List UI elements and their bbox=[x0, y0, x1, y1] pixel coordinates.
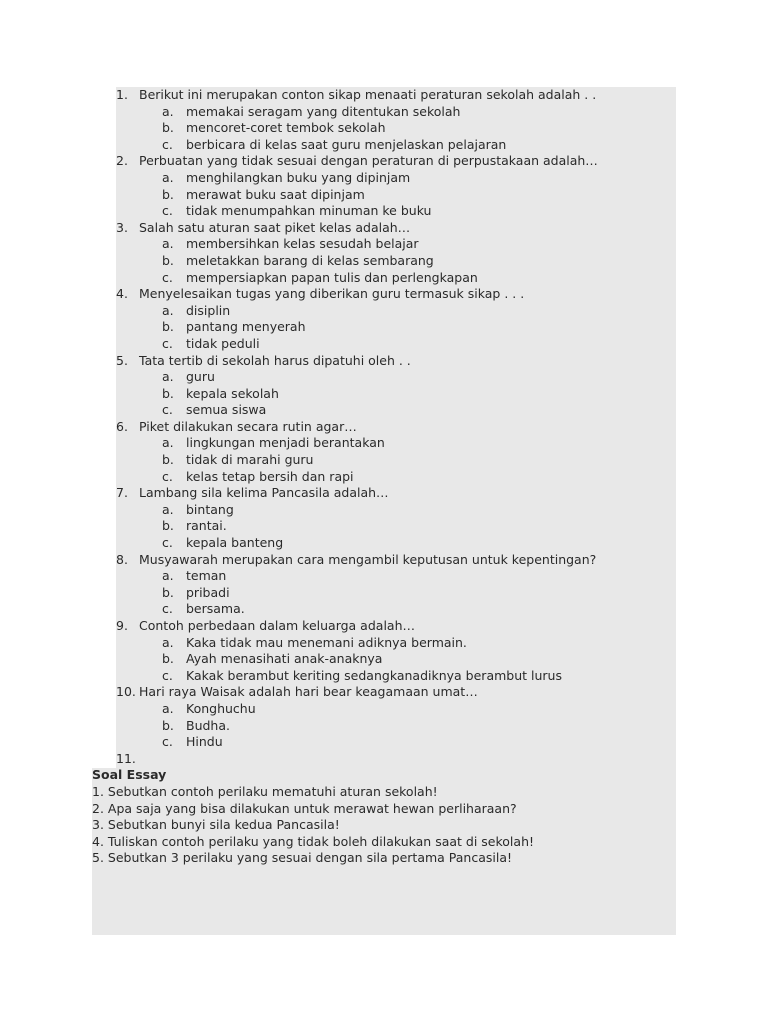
option-letter: a. bbox=[162, 634, 174, 650]
question-number: 9. bbox=[116, 618, 128, 633]
option-line bbox=[0, 452, 768, 469]
option-line bbox=[0, 535, 768, 552]
option-letter: b. bbox=[162, 717, 174, 733]
option-text: meletakkan barang di kelas sembarang bbox=[186, 252, 434, 268]
option-letter: b. bbox=[162, 120, 174, 136]
question-number: 10. bbox=[116, 684, 136, 700]
essay-question-line bbox=[0, 784, 768, 801]
essay-question: 2. Apa saja yang bisa dilakukan untuk merawat hewan perliharaan? bbox=[92, 800, 517, 816]
option-letter: b. bbox=[162, 319, 174, 335]
question-number: 3. bbox=[116, 219, 128, 235]
option-line bbox=[0, 319, 768, 336]
question-number: 8. bbox=[116, 551, 128, 567]
option-text: kelas tetap bersih dan rapi bbox=[186, 468, 354, 484]
option-line bbox=[0, 270, 768, 287]
document-body bbox=[0, 87, 768, 867]
option-letter: a. bbox=[162, 169, 174, 185]
option-text: Ayah menasihati anak-anaknya bbox=[186, 651, 383, 667]
option-text: tidak di marahi guru bbox=[186, 452, 314, 468]
option-letter: c. bbox=[162, 402, 173, 418]
option-letter: c. bbox=[162, 136, 173, 152]
question-number: 4. bbox=[116, 286, 128, 302]
option-text: mencoret-coret tembok sekolah bbox=[186, 120, 386, 136]
option-line bbox=[0, 585, 768, 602]
option-line bbox=[0, 187, 768, 204]
option-line bbox=[0, 170, 768, 187]
option-text: semua siswa bbox=[186, 402, 267, 418]
question-text: Menyelesaikan tugas yang diberikan guru termasuk sikap . . . bbox=[139, 286, 525, 302]
option-letter: b. bbox=[162, 186, 174, 202]
option-line bbox=[0, 137, 768, 154]
question-text: Lambang sila kelima Pancasila adalah… bbox=[139, 485, 389, 501]
option-letter: c. bbox=[162, 335, 173, 351]
option-line bbox=[0, 668, 768, 685]
option-text: tidak peduli bbox=[186, 335, 260, 351]
option-line bbox=[0, 502, 768, 519]
option-letter: c. bbox=[162, 269, 173, 285]
option-letter: b. bbox=[162, 252, 174, 268]
option-letter: b. bbox=[162, 518, 174, 534]
essay-title: Soal Essay bbox=[92, 767, 167, 783]
option-letter: b. bbox=[162, 385, 174, 401]
question-line bbox=[0, 419, 768, 436]
question-line bbox=[0, 485, 768, 502]
option-letter: c. bbox=[162, 734, 173, 750]
option-line bbox=[0, 734, 768, 751]
option-text: berbicara di kelas saat guru menjelaskan pelajaran bbox=[186, 136, 507, 152]
essay-question-line bbox=[0, 850, 768, 867]
option-text: teman bbox=[186, 568, 227, 584]
option-letter: a. bbox=[162, 700, 174, 716]
question-line bbox=[0, 684, 768, 701]
option-line bbox=[0, 469, 768, 486]
option-letter: a. bbox=[162, 236, 174, 252]
option-line bbox=[0, 601, 768, 618]
question-line bbox=[0, 353, 768, 370]
question-text: Musyawarah merupakan cara mengambil keputusan untuk kepentingan? bbox=[139, 551, 597, 567]
option-line bbox=[0, 120, 768, 137]
option-text: memakai seragam yang ditentukan sekolah bbox=[186, 103, 461, 119]
question-line bbox=[0, 552, 768, 569]
option-text: lingkungan menjadi berantakan bbox=[186, 435, 385, 451]
option-line bbox=[0, 203, 768, 220]
option-line bbox=[0, 253, 768, 270]
option-line bbox=[0, 635, 768, 652]
question-number: 5. bbox=[116, 352, 128, 368]
option-text: tidak menumpahkan minuman ke buku bbox=[186, 203, 432, 219]
question-line bbox=[0, 87, 768, 104]
question-text: Salah satu aturan saat piket kelas adalah… bbox=[139, 219, 411, 235]
option-text: Hindu bbox=[186, 734, 223, 750]
question-text: Tata tertib di sekolah harus dipatuhi oleh . . bbox=[139, 352, 411, 368]
option-text: Kakak berambut keriting sedangkanadiknya berambut lurus bbox=[186, 667, 562, 683]
question-line bbox=[0, 153, 768, 170]
question-number: 2. bbox=[116, 153, 128, 169]
option-text: disiplin bbox=[186, 302, 231, 318]
question-line bbox=[0, 286, 768, 303]
essay-section-line bbox=[0, 767, 768, 784]
essay-question-line bbox=[0, 801, 768, 818]
option-line bbox=[0, 369, 768, 386]
option-line bbox=[0, 718, 768, 735]
option-text: pantang menyerah bbox=[186, 319, 306, 335]
option-letter: a. bbox=[162, 369, 174, 385]
option-line bbox=[0, 236, 768, 253]
option-text: menghilangkan buku yang dipinjam bbox=[186, 169, 411, 185]
essay-question: 5. Sebutkan 3 perilaku yang sesuai dengan sila pertama Pancasila! bbox=[92, 850, 513, 866]
question-text: Berikut ini merupakan conton sikap menaati peraturan sekolah adalah . . bbox=[139, 87, 597, 102]
question-number: 11. bbox=[116, 750, 136, 766]
option-letter: c. bbox=[162, 535, 173, 551]
essay-question: 1. Sebutkan contoh perilaku mematuhi aturan sekolah! bbox=[92, 783, 438, 799]
option-text: bersama. bbox=[186, 601, 245, 617]
option-line bbox=[0, 518, 768, 535]
option-line bbox=[0, 568, 768, 585]
option-text: rantai. bbox=[186, 518, 227, 534]
option-line bbox=[0, 336, 768, 353]
option-letter: b. bbox=[162, 584, 174, 600]
option-text: merawat buku saat dipinjam bbox=[186, 186, 365, 202]
option-text: Konghuchu bbox=[186, 700, 256, 716]
option-line bbox=[0, 386, 768, 403]
option-line bbox=[0, 701, 768, 718]
option-text: mempersiapkan papan tulis dan perlengkapan bbox=[186, 269, 478, 285]
question-number: 7. bbox=[116, 485, 128, 501]
option-text: kepala banteng bbox=[186, 535, 284, 551]
question-line bbox=[0, 618, 768, 635]
option-letter: c. bbox=[162, 203, 173, 219]
option-line bbox=[0, 104, 768, 121]
essay-question-line bbox=[0, 834, 768, 851]
question-line bbox=[0, 751, 768, 768]
essay-question-line bbox=[0, 817, 768, 834]
option-line bbox=[0, 402, 768, 419]
option-letter: c. bbox=[162, 468, 173, 484]
option-letter: a. bbox=[162, 302, 174, 318]
option-text: Budha. bbox=[186, 717, 230, 733]
option-line bbox=[0, 303, 768, 320]
option-letter: a. bbox=[162, 103, 174, 119]
question-text: Hari raya Waisak adalah hari bear keagamaan umat… bbox=[139, 684, 478, 700]
question-number: 1. bbox=[116, 87, 128, 102]
option-line bbox=[0, 435, 768, 452]
essay-question: 4. Tuliskan contoh perilaku yang tidak boleh dilakukan saat di sekolah! bbox=[92, 833, 534, 849]
option-letter: a. bbox=[162, 568, 174, 584]
option-letter: a. bbox=[162, 435, 174, 451]
option-letter: c. bbox=[162, 667, 173, 683]
question-text: Piket dilakukan secara rutin agar… bbox=[139, 418, 357, 434]
option-line bbox=[0, 651, 768, 668]
option-letter: b. bbox=[162, 651, 174, 667]
option-letter: a. bbox=[162, 501, 174, 517]
option-letter: c. bbox=[162, 601, 173, 617]
option-text: pribadi bbox=[186, 584, 230, 600]
question-text: Perbuatan yang tidak sesuai dengan peraturan di perpustakaan adalah… bbox=[139, 153, 598, 169]
option-text: guru bbox=[186, 369, 215, 385]
essay-question: 3. Sebutkan bunyi sila kedua Pancasila! bbox=[92, 817, 340, 833]
question-line bbox=[0, 220, 768, 237]
question-text: Contoh perbedaan dalam keluarga adalah… bbox=[139, 618, 415, 633]
question-number: 6. bbox=[116, 418, 128, 434]
option-text: kepala sekolah bbox=[186, 385, 279, 401]
option-text: membersihkan kelas sesudah belajar bbox=[186, 236, 419, 252]
option-letter: b. bbox=[162, 452, 174, 468]
option-text: bintang bbox=[186, 501, 234, 517]
option-text: Kaka tidak mau menemani adiknya bermain. bbox=[186, 634, 467, 650]
